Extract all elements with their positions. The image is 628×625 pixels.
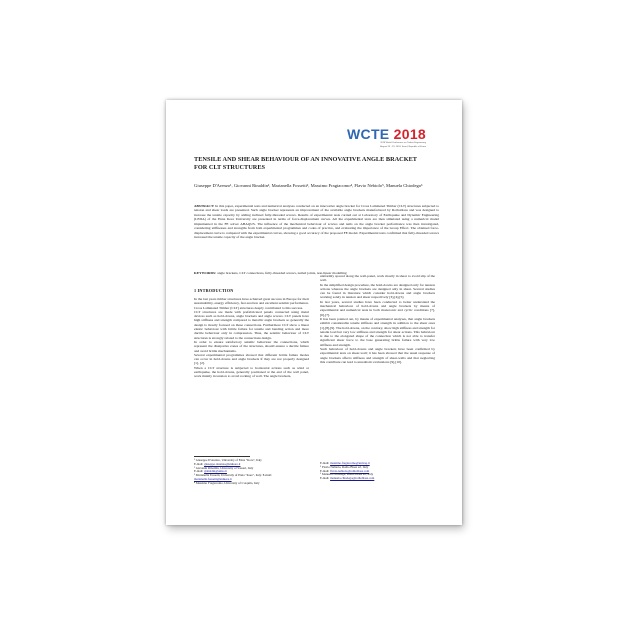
email-link[interactable]: marianella.fossetti@unikore.it <box>194 476 232 481</box>
footnote-text: E-mail: <box>320 461 331 465</box>
logo-wcte: WCTE <box>347 126 390 142</box>
footnote-email-label: E-mail: <box>194 461 205 466</box>
keywords-label: KEYWORDS: <box>194 271 217 275</box>
email-link[interactable]: giuseppe.darenzo@unikore.it <box>204 461 241 466</box>
left-column <box>194 288 309 379</box>
footnotes-right <box>320 462 435 481</box>
logo-year: 2018 <box>393 126 426 142</box>
footnote <box>194 482 309 486</box>
paper-authors: Giuseppe D'Arenzo¹, Giovanni Rinaldin², Marianella Fossetti³, Massimo Fragiacomo⁴, Flavio Nebiolo⁵, Manuela Chiodega⁶ <box>194 183 423 188</box>
abstract-text: In this paper, experimental tests and numerical analyses conducted on an innovative angle bracket for Cross Laminated Timber (CLT) structures subjected to tension and shear loads are presented. Such angle bracket represents an improvement of the available angle brackets manufactured by Rothoblaas and was designed to increase the tensile capacity by adding inclined fully-threaded screws. Results of experimental tests carried out at Laboratory of Earthquake and Dynamic Engineering (LEDA) of the Enna Kore University are presented in terms of force-displacement curves. All the experimental tests are then simulated using a numerical model implemented in the FE solver ABAQUS. The influence of the mechanical behaviour of screws and nails on the angle bracket performance was then investigated, considering stiffnesses and strengths from both experimental programmes and codes of practice, and evaluating the importance of the Group Effect. The obtained force-displacement curve is compared with the experimental curves, showing a good accuracy of the proposed FE model. Experimental tests confirmed that fully-threaded screws increased the tensile capacity of the angle bracket. <box>194 204 439 240</box>
footnotes-left <box>194 456 272 485</box>
footnote-text: E-mail: <box>320 468 331 473</box>
footnote-text: ³ Marianella Fossetti, University of Enna "Kore", Italy. E-mail: <box>194 473 272 477</box>
right-column <box>320 274 435 364</box>
logo-subtitle-2: August 20 - 23, 2018, Seoul, Republic of Korea <box>380 145 426 148</box>
logo-mark <box>347 127 426 141</box>
logo-subtitle-1: 2018 World Conference on Timber Engineering <box>380 142 426 144</box>
email-link[interactable]: massimo.fragiacomo@univaq.it <box>330 461 370 465</box>
footnote-text: ¹ Giuseppe D'Arenzo, University of Enna "Kore", Italy <box>194 458 262 462</box>
paragraph: In last years, several studies have been conducted to better understand the mechanical behaviour of hold-downs and angle brackets by means of experimental and numerical tests in both monotonic and cyclic conditions [7],[6],[7]. <box>320 299 435 317</box>
paragraph: In the simplified design procedure, the hold-downs are designed only for tension actions whereas the angle brackets are designed only in shear. Several studies can be found in literature which consider hold-downs and angle brackets working solely in tension and shear respectively [3],[4],[5]. <box>320 282 435 300</box>
paragraph: CLT structures are made with prefabricated panels connected using metal devices such as hold-downs, angle brackets and angle screws. CLT panels have high stiffness and strength compared to metallic angle brackets so generally the design is mostly focused on these connections. Furthermore CLT show a linear elastic behaviour with brittle failure for tensile and bending action and more ductile behaviour only in compression. Thus, the seismic behaviour of CLT structures is strongly related to the connections design. <box>194 309 309 340</box>
footnote-text: ⁴ Massimo Fragiacomo, University of L'Aquila, Italy <box>194 480 260 485</box>
paragraph: In the last years timber structures have achieved great success in Europe for their sustainability, energy efficiency, fast erection and excellent seismic performance. Cross Laminated Timber (CLT) structures deeply contributed to this success. <box>194 297 309 310</box>
conference-logo <box>347 127 426 149</box>
abstract <box>194 204 439 240</box>
paragraph: uniformly spaced along the wall-panel, work mostly in shear to avoid slip of the wall. <box>320 274 435 283</box>
paragraph: Such behaviour of hold-downs and angle brackets have been confirmed by experimental tests on shear-wall; it has been showed that the usual response of angle brackets affects stiffness and strength of shear-walls and that neglecting this contribute can lead to unrealistic evaluations [9],[10]. <box>320 347 435 364</box>
footnote-text: ⁶ Manuela Chiodega, Rotho Blaas srl, Italy <box>320 472 374 477</box>
paragraph: It has been pointed out, by means of experimental analyses, that angle brackets exhibit considerable tensile stiffness and strength in addition to the shear ones [1],[8],[9]. The hold-downs, on the contrary, show high stiffness and strength for tensile load but very low stiffness and strength for shear actions. This behaviour is due to the elongated shape of the connection which is not able to transfer significant shear force to the base generating brittle failure with very low stiffness and strength. <box>320 316 435 347</box>
paragraph: In order to ensure satisfactory seismic behaviour the connections, which represent the dissipative zones of the structures, should ensure a ductile failure and avoid brittle mechanisms. <box>194 339 309 353</box>
paragraph: When a CLT structure is subjected to horizontal actions such as wind or earthquake, the hold-downs, generally positioned at the end of the wall panel, work mainly in tension to avoid rocking of wall. The angle brackets, <box>194 365 309 379</box>
footnote <box>320 477 435 481</box>
footnote-text: E-mail: <box>320 476 331 480</box>
abstract-label: ABSTRACT: <box>194 204 215 208</box>
email-link[interactable]: grinaldin@uniss.it <box>204 469 227 474</box>
paragraph: Several experimental programmes showed that different brittle failure modes can occur in hold-downs and angle brackets if they are not properly designed [1], [2]. <box>194 352 309 366</box>
email-link[interactable]: manuela.chiodega@rothoblaas.com <box>330 476 375 480</box>
footnote-text: ⁵ Flavio Nebiolo, Rotho Blaas srl, Italy <box>320 464 369 469</box>
email-link[interactable]: flavio.nebiolo@rothoblaas.com <box>330 468 370 473</box>
footnote-text: ² Giovanni Rinaldin, University of Sassari, Italy <box>194 465 254 470</box>
paper-title: TENSILE AND SHEAR BEHAVIOUR OF AN INNOVATIVE ANGLE BRACKET FOR CLT STRUCTURES <box>194 156 417 171</box>
section-heading: 1 INTRODUCTION <box>194 288 234 293</box>
footnote-email-label: E-mail: <box>194 469 205 474</box>
keywords-text: angle brackets, CLT connections, fully-threaded screws, nailed joints, non-linear modelling <box>217 271 347 275</box>
paper-page <box>166 100 462 525</box>
